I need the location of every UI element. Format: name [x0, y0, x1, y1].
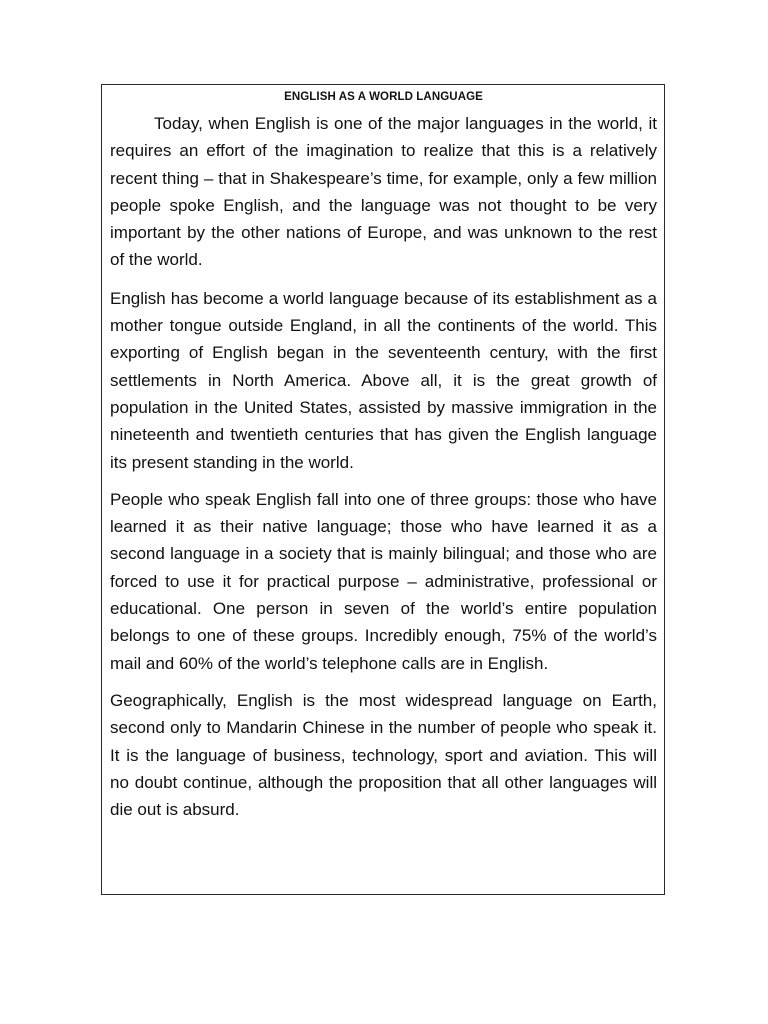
paragraph-4: Geographically, English is the most widespread language on Earth, second only to Mandarin Chinese in the number of people who speak it. It is the language of business, technology, sport and aviation. This will no doubt continue, although the proposition that all other languages will die out is absurd.	[110, 690, 657, 820]
paragraph-3: People who speak English fall into one of three groups: those who have learned it as their native language; those who have learned it as a second language in a society that is mainly bilingual; and those who are forced to use it for practical purpose – administrative, professional or educational. One person in seven of the world’s entire population belongs to one of these groups. Incredibly enough, 75% of the world’s mail and 60% of the world’s telephone calls are in English.	[110, 489, 657, 673]
paragraph-1: Today, when English is one of the major languages in the world, it requires an effort of the imagination to realize that this is a relatively recent thing – that in Shakespeare’s time, for example, only a few million people spoke English, and the language was not thought to be very important by the other nations of Europe, and was unknown to the rest of the world.	[110, 114, 657, 270]
paragraph-2: English has become a world language because of its establishment as a mother tongue outside England, in all the continents of the world. This exporting of English began in the seventeenth century, with the first settlements in North America. Above all, it is the great growth of population in the United States, assisted by massive immigration in the nineteenth and twentieth centuries that has given the English language its present standing in the world.	[110, 288, 657, 472]
document-frame	[101, 84, 665, 895]
document-title: ENGLISH AS A WORLD LANGUAGE	[284, 91, 483, 103]
